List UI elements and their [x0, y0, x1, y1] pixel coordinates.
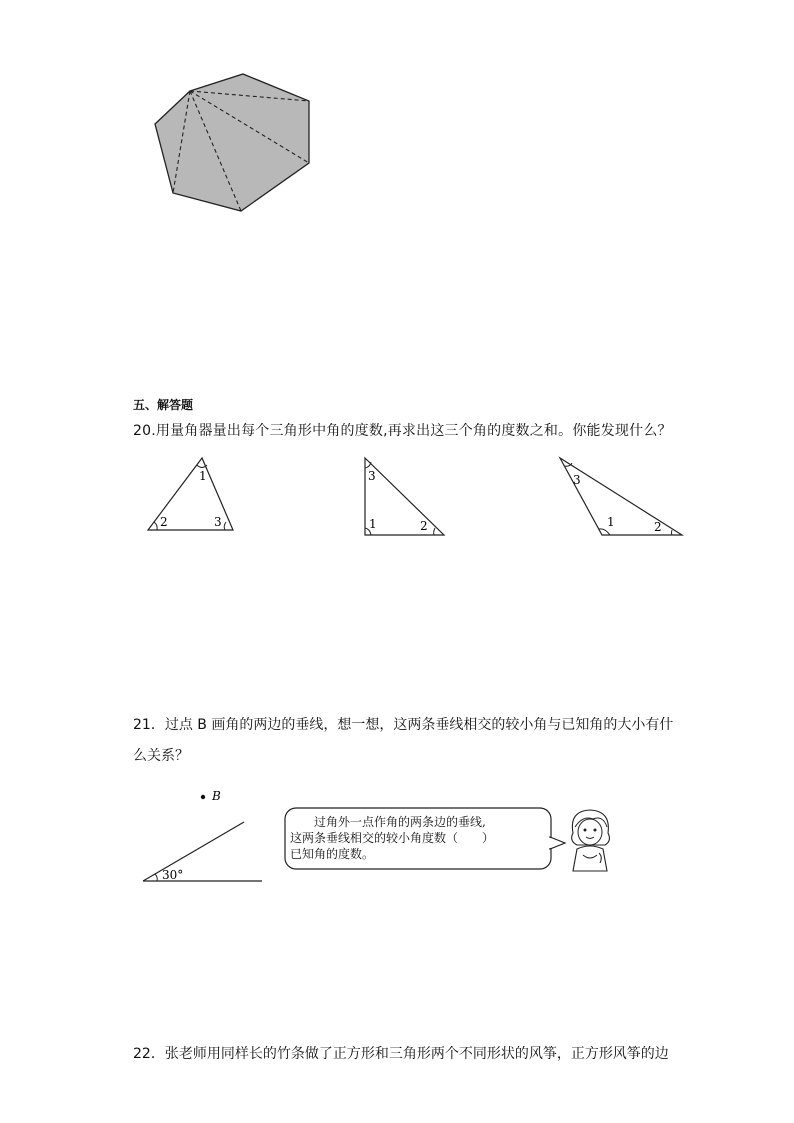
question-21-text-line1: 21．过点 B 画角的两边的垂线，想一想，这两条垂线相交的较小角与已知角的大小有什 — [133, 717, 674, 733]
triangle-1 — [148, 458, 233, 530]
angle-label: 3 — [573, 473, 581, 487]
angle-figure — [138, 785, 273, 890]
section-title: 五、解答题 — [133, 398, 194, 412]
angle-label: 1 — [199, 469, 207, 483]
angle-label: 1 — [369, 517, 377, 531]
point-b — [201, 795, 205, 799]
girl-cartoon-icon — [563, 805, 618, 875]
triangle-figures — [140, 450, 690, 545]
question-20-text: 20.用量角器量出每个三角形中角的度数,再求出这三个角的度数之和。你能发现什么？ — [133, 423, 672, 439]
triangle-3 — [560, 458, 682, 535]
angle-label: 3 — [214, 515, 222, 529]
question-22-text: 22．张老师用同样长的竹条做了正方形和三角形两个不同形状的风筝，正方形风筝的边 — [133, 1046, 669, 1062]
question-21-text-line2: 么关系？ — [133, 748, 189, 764]
point-b-label: B — [212, 789, 221, 803]
triangle-2 — [365, 458, 444, 535]
speech-bubble-text — [290, 814, 552, 862]
heptagon-figure — [140, 65, 330, 225]
angle-degree-label: 30° — [162, 868, 184, 882]
angle-ray-upper — [143, 822, 244, 881]
angle-label: 2 — [160, 515, 168, 529]
angle-label: 1 — [607, 515, 615, 529]
angle-label: 3 — [368, 469, 376, 483]
angle-label: 2 — [420, 519, 428, 533]
angle-label: 2 — [654, 520, 662, 534]
bubble-line-1: 过角外一点作角的两条边的垂线, — [314, 815, 486, 829]
bubble-line-2: 这两条垂线相交的较小角度数（ ） — [290, 831, 495, 845]
bubble-line-3: 已知角的度数。 — [290, 847, 375, 861]
